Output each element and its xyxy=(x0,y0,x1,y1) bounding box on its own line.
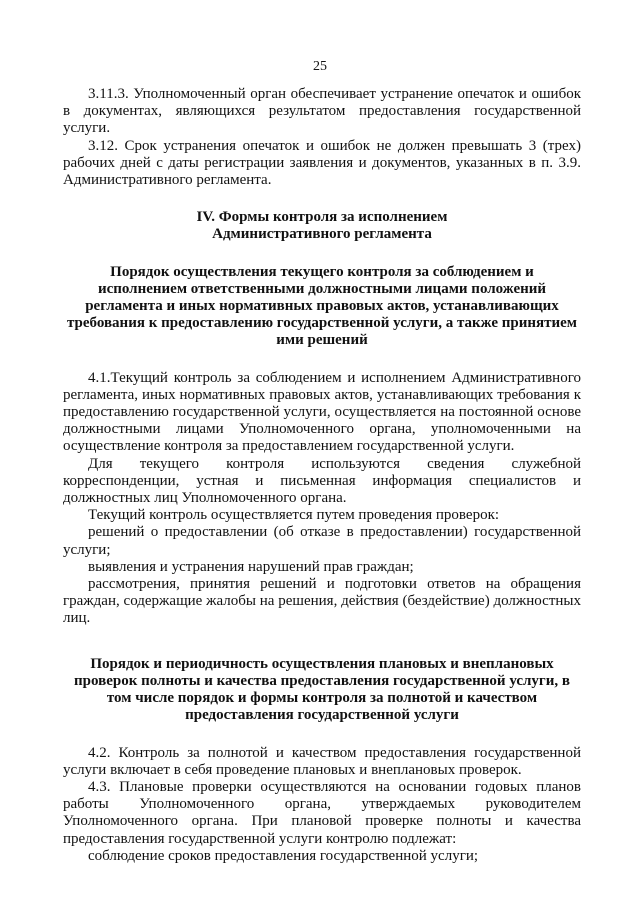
page-number: 25 xyxy=(313,59,327,74)
list-item-violations: выявления и устранения нарушений прав граждан; xyxy=(88,558,414,575)
subsection1-title: Порядок осуществления текущего контроля за соблюдением и исполнением ответственными должностными лицами положений регламента и иных нормативных правовых актов, устанавливающих требования к предоставлению государственной услуги, а также принятием ими решений xyxy=(66,263,578,349)
paragraph-checks-intro: Текущий контроль осуществляется путем проведения проверок: xyxy=(88,507,500,524)
subsection2-title: Порядок и периодичность осуществления плановых и внеплановых проверок полноты и качества предоставления государственной услуги, в том числе порядок и формы контроля за полнотой и качеством предоставления государственной услуги xyxy=(73,655,570,724)
section-title: IV. Формы контроля за исполнением Административного регламента xyxy=(196,209,448,243)
paragraph-sources: Для текущего контроля используются сведения служебной корреспонденции, устная и письменная информация специалистов и должностных лиц Уполномоченного органа. xyxy=(63,455,581,507)
paragraph-4-1: 4.1.Текущий контроль за соблюдением и исполнением Административного регламента, иных нормативных правовых актов, устанавливающих требования к предоставлению государственной услуги, осуществляется на постоянной основе должностными лицами Уполномоченного органа, уполномоченными на осуществление контроля за предоставлением государственной услуги. xyxy=(63,369,581,455)
paragraph-3-11-3: 3.11.3. Уполномоченный орган обеспечивает устранение опечаток и ошибок в документах, являющихся результатом предоставления государственной услуги. xyxy=(63,86,581,137)
paragraph-4-2: 4.2. Контроль за полнотой и качеством предоставления государственной услуги включает в себя проведение плановых и внеплановых проверок. xyxy=(63,744,581,778)
list-item-decisions: решений о предоставлении (об отказе в предоставлении) государственной услуги; xyxy=(63,524,581,558)
document-body xyxy=(63,86,581,865)
paragraph-4-3: 4.3. Плановые проверки осуществляются на основании годовых планов работы Уполномоченного органа, утверждаемых руководителем Уполномоченного органа. При плановой проверке полноты и качества предоставления государственной услуги контролю подлежат: xyxy=(63,778,581,847)
list-item-appeals: рассмотрения, принятия решений и подготовки ответов на обращения граждан, содержащие жалобы на решения, действия (бездействие) должностных лиц. xyxy=(63,576,581,627)
list-item-deadlines: соблюдение сроков предоставления государственной услуги; xyxy=(88,847,479,864)
paragraph-3-12: 3.12. Срок устранения опечаток и ошибок не должен превышать 3 (трех) рабочих дней с даты регистрации заявления и документов, указанных в п. 3.9. Административного регламента. xyxy=(63,137,581,189)
